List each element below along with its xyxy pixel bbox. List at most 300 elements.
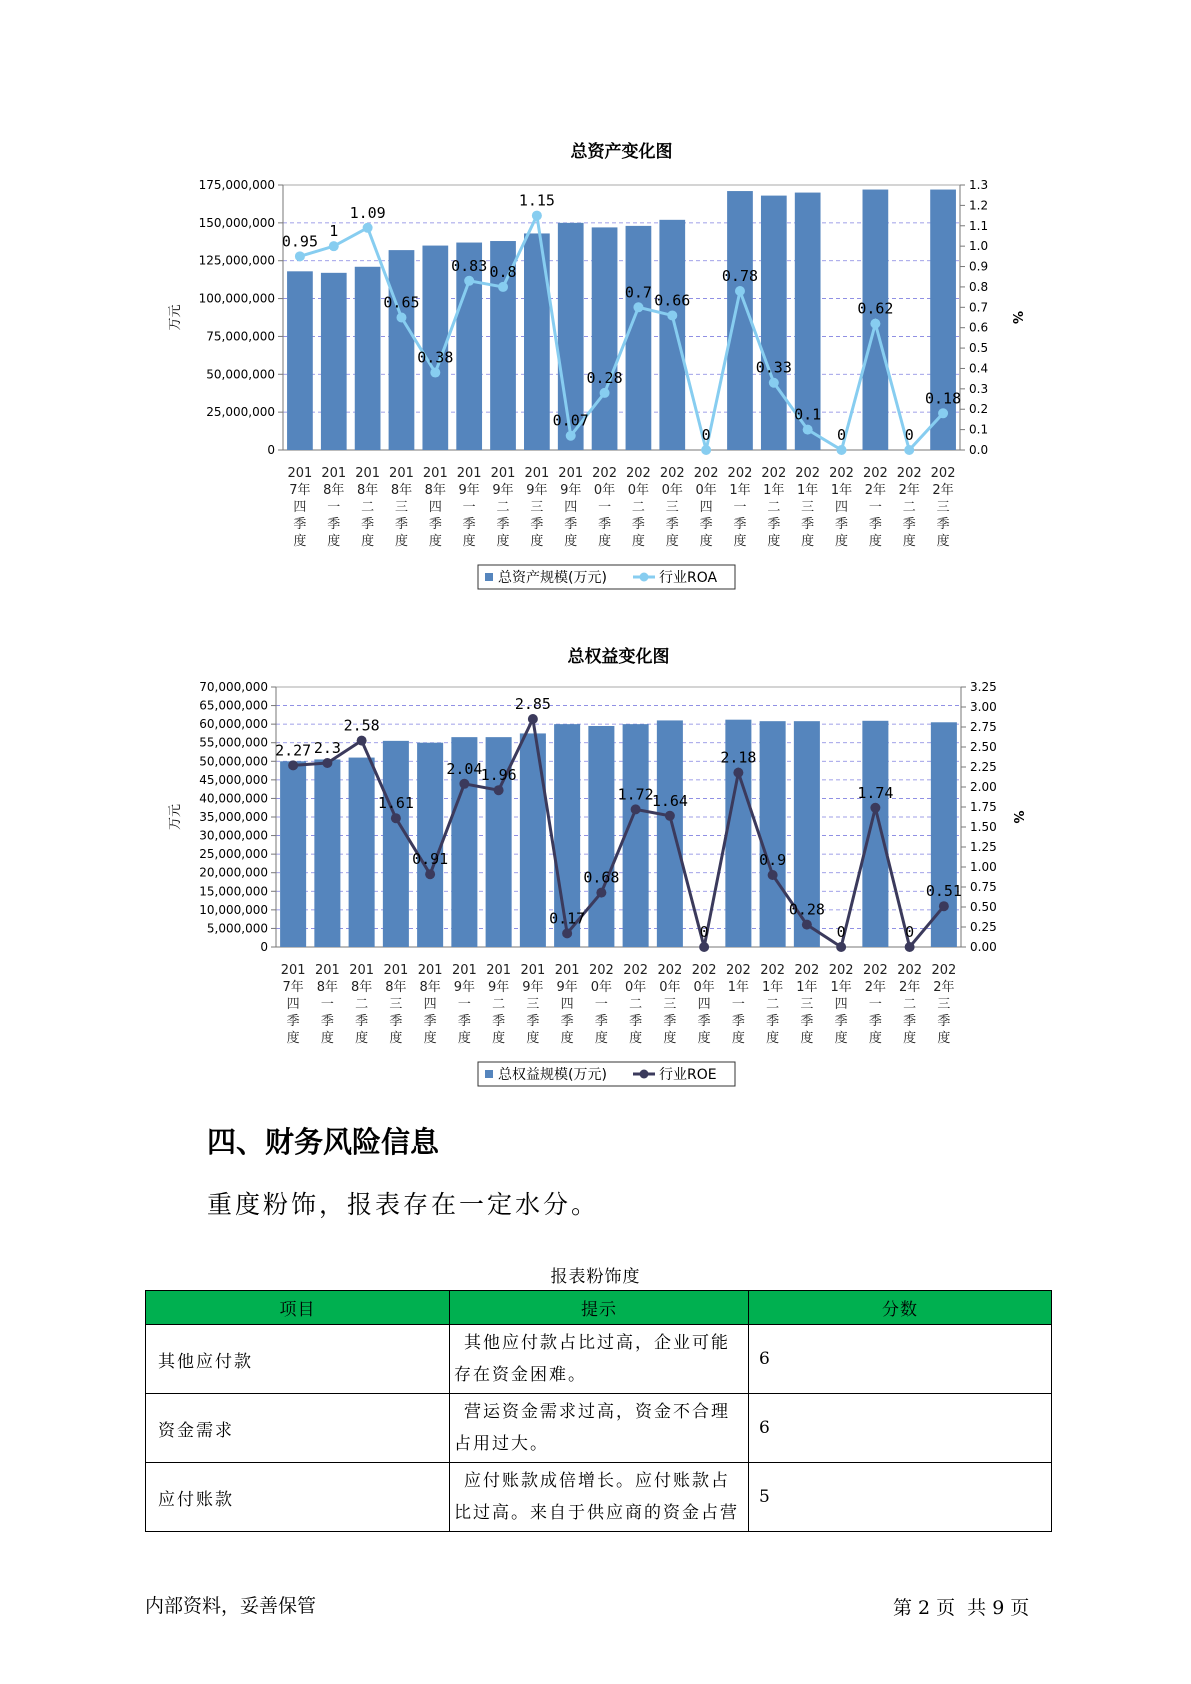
x-tick-label: 三 <box>663 997 677 1012</box>
y2-tick-label: 1.1 <box>969 218 989 233</box>
y2-tick-label: 0.50 <box>970 900 997 914</box>
x-tick-label: 9年 <box>526 483 548 498</box>
x-tick-label: 二 <box>766 997 780 1012</box>
x-tick-label: 季 <box>631 517 645 532</box>
y-tick-label: 45,000,000 <box>199 772 268 787</box>
row-score: 6 <box>749 1325 1052 1394</box>
x-tick-label: 季 <box>492 1014 506 1029</box>
page-label: 第 <box>893 1597 913 1619</box>
data-label: 0.9 <box>759 851 787 869</box>
x-tick-label: 度 <box>361 534 375 549</box>
x-tick-label: 度 <box>286 1031 300 1046</box>
x-tick-label: 四 <box>293 500 307 515</box>
x-tick-label: 度 <box>631 534 645 549</box>
x-tick-label: 202 <box>626 466 651 481</box>
x-tick-label: 度 <box>496 534 510 549</box>
x-tick-label: 202 <box>659 466 685 481</box>
x-tick-label: 7年 <box>282 980 304 995</box>
row-hint-cell <box>450 1394 749 1463</box>
series-point <box>905 942 915 952</box>
x-tick-label: 2年 <box>864 980 887 995</box>
bar <box>314 759 340 947</box>
x-tick-label: 9年 <box>522 980 544 995</box>
series-point <box>701 445 711 455</box>
series-point <box>528 714 538 724</box>
chart-svg <box>160 130 1024 600</box>
series-point <box>391 813 401 823</box>
x-tick-label: 0年 <box>693 980 715 995</box>
x-tick-label: 四 <box>560 997 574 1012</box>
series-point <box>699 942 709 952</box>
x-tick-label: 202 <box>897 963 923 978</box>
series-point <box>295 251 305 261</box>
y-tick-label: 125,000,000 <box>198 253 275 268</box>
x-tick-label: 季 <box>560 1014 574 1029</box>
series-point <box>396 313 406 323</box>
x-tick-label: 201 <box>355 466 381 481</box>
x-tick-label: 一 <box>598 500 612 515</box>
bar <box>657 720 683 947</box>
x-tick-label: 8年 <box>419 980 441 995</box>
y2-tick-label: 1.25 <box>970 840 997 854</box>
data-label: 0 <box>701 426 711 444</box>
page-label: 共 <box>967 1597 987 1619</box>
x-tick-label: 202 <box>691 963 717 978</box>
x-tick-label: 季 <box>697 1014 711 1029</box>
x-tick-label: 度 <box>526 1031 540 1046</box>
data-label: 0.66 <box>654 291 691 310</box>
x-tick-label: 1年 <box>729 483 751 498</box>
series-point <box>459 779 469 789</box>
x-tick-label: 季 <box>767 517 781 532</box>
x-tick-label: 度 <box>767 534 781 549</box>
x-tick-label: 201 <box>490 466 516 481</box>
x-tick-label: 201 <box>389 466 414 481</box>
series-point <box>494 785 504 795</box>
series-point <box>803 425 813 435</box>
x-tick-label: 202 <box>693 466 719 481</box>
x-tick-label: 四 <box>834 997 848 1012</box>
data-label: 0 <box>904 426 914 444</box>
x-tick-label: 二 <box>361 500 375 515</box>
series-point <box>735 286 745 296</box>
x-tick-label: 二 <box>902 500 916 515</box>
x-tick-label: 一 <box>868 500 882 515</box>
x-tick-label: 202 <box>592 466 617 481</box>
data-label: 0.38 <box>417 348 454 367</box>
y-tick-label: 15,000,000 <box>199 884 268 899</box>
x-tick-label: 202 <box>828 963 854 978</box>
x-tick-label: 季 <box>801 517 815 532</box>
x-tick-label: 三 <box>389 997 403 1012</box>
y2-tick-label: 1.75 <box>970 800 997 814</box>
y2-tick-label: 0.75 <box>970 880 997 894</box>
bar <box>389 250 415 450</box>
y-tick-label: 0 <box>267 443 275 457</box>
series-point <box>566 431 576 441</box>
x-tick-label: 9年 <box>560 483 582 498</box>
x-tick-label: 三 <box>936 500 950 515</box>
x-tick-label: 202 <box>829 466 854 481</box>
x-tick-label: 202 <box>862 963 888 978</box>
series-point <box>667 310 677 320</box>
x-tick-label: 季 <box>699 517 713 532</box>
x-tick-label: 季 <box>361 517 375 532</box>
x-tick-label: 三 <box>800 997 814 1012</box>
bar <box>520 733 546 947</box>
x-tick-label: 一 <box>733 500 747 515</box>
y-tick-label: 70,000,000 <box>199 680 268 694</box>
y-tick-label: 55,000,000 <box>199 735 268 750</box>
x-tick-label: 季 <box>665 517 679 532</box>
x-tick-label: 度 <box>731 1031 745 1046</box>
x-tick-label: 2年 <box>864 483 887 498</box>
legend-label: 总资产规模(万元) <box>498 570 607 586</box>
x-tick-label: 季 <box>594 1014 608 1029</box>
x-tick-label: 季 <box>355 1014 369 1029</box>
data-label: 0.62 <box>857 299 894 318</box>
x-tick-label: 一 <box>457 997 471 1012</box>
series-point <box>802 920 812 930</box>
bar <box>355 267 381 450</box>
data-label: 0.28 <box>586 368 623 387</box>
page-current: 2 <box>918 1597 931 1619</box>
data-label: 0 <box>699 923 709 941</box>
x-tick-label: 季 <box>936 517 950 532</box>
y2-tick-label: 0.00 <box>970 940 997 954</box>
row-hint: 营运资金需求过高，资金不合理占用过大。 <box>454 1402 730 1454</box>
data-label: 0.78 <box>721 267 759 285</box>
x-tick-label: 度 <box>800 1031 814 1046</box>
data-label: 1.09 <box>349 203 386 222</box>
x-tick-label: 四 <box>699 500 713 515</box>
y-tick-label: 5,000,000 <box>206 921 268 936</box>
y2-tick-label: 0.5 <box>969 341 989 356</box>
row-hint-cell <box>450 1325 749 1394</box>
x-tick-label: 四 <box>697 997 711 1012</box>
x-tick-label: 1年 <box>830 980 852 995</box>
x-tick-label: 201 <box>520 963 546 978</box>
page-label: 页 <box>936 1597 956 1619</box>
y-tick-label: 100,000,000 <box>198 291 275 306</box>
x-tick-label: 度 <box>564 534 578 549</box>
data-label: 2.18 <box>720 748 757 767</box>
series-point <box>768 870 778 880</box>
x-tick-label: 9年 <box>556 980 578 995</box>
y2-tick-label: 1.2 <box>969 198 989 213</box>
header-item: 项目 <box>146 1291 450 1325</box>
bar <box>592 227 618 450</box>
data-label: 1.15 <box>518 191 555 210</box>
table-row <box>146 1394 1052 1463</box>
x-tick-label: 度 <box>394 534 408 549</box>
legend-swatch-bar <box>485 1070 493 1078</box>
x-tick-label: 201 <box>280 963 306 978</box>
y-axis-label: 万元 <box>168 304 183 331</box>
series-point <box>357 736 367 746</box>
x-tick-label: 度 <box>320 1031 334 1046</box>
y2-tick-label: 0.3 <box>969 381 989 396</box>
y2-tick-label: 3.25 <box>970 680 997 694</box>
data-label: 0.17 <box>549 909 586 928</box>
x-tick-label: 三 <box>394 500 408 515</box>
legend-label: 行业ROE <box>659 1067 717 1083</box>
x-tick-label: 1年 <box>727 980 750 995</box>
y-tick-label: 35,000,000 <box>199 810 268 824</box>
series-point <box>600 388 610 398</box>
y2-tick-label: 1.3 <box>969 178 989 192</box>
y-tick-label: 0 <box>260 940 268 954</box>
data-label: 1.61 <box>377 794 414 813</box>
row-score: 5 <box>749 1463 1052 1532</box>
y-tick-label: 75,000,000 <box>206 329 275 344</box>
row-item: 其他应付款 <box>146 1325 450 1394</box>
x-tick-label: 度 <box>594 1031 608 1046</box>
data-label: 2.04 <box>446 759 483 778</box>
y-tick-label: 10,000,000 <box>199 902 268 917</box>
y-tick-label: 50,000,000 <box>206 367 275 382</box>
x-tick-label: 季 <box>598 517 612 532</box>
x-tick-label: 0年 <box>661 483 683 498</box>
series-point <box>562 928 572 938</box>
y2-tick-label: 1.00 <box>970 860 997 874</box>
x-tick-label: 201 <box>349 963 375 978</box>
x-tick-label: 季 <box>766 1014 780 1029</box>
page-label: 页 <box>1010 1597 1030 1619</box>
series-point <box>938 408 948 418</box>
x-tick-label: 201 <box>558 466 584 481</box>
series-point <box>837 445 847 455</box>
x-tick-label: 202 <box>930 466 956 481</box>
footer-page-number <box>893 1593 1035 1620</box>
x-tick-label: 二 <box>629 997 643 1012</box>
x-tick-label: 2年 <box>933 980 955 995</box>
chart-title: 总权益变化图 <box>567 647 670 667</box>
data-label: 0.95 <box>281 232 318 251</box>
data-label: 2.3 <box>313 739 341 757</box>
data-label: 1.72 <box>617 785 654 804</box>
chart-svg <box>160 630 1025 1092</box>
x-tick-label: 季 <box>394 517 408 532</box>
bar <box>287 271 313 450</box>
x-tick-label: 季 <box>457 1014 471 1029</box>
x-tick-label: 202 <box>761 466 787 481</box>
x-tick-label: 四 <box>286 997 300 1012</box>
x-tick-label: 季 <box>286 1014 300 1029</box>
x-tick-label: 201 <box>314 963 340 978</box>
series-point <box>322 758 332 768</box>
x-tick-label: 201 <box>321 466 347 481</box>
table-row <box>146 1463 1052 1532</box>
series-point <box>870 319 880 329</box>
y2-tick-label: 0.6 <box>969 320 989 335</box>
x-tick-label: 度 <box>530 534 544 549</box>
x-tick-label: 1年 <box>763 483 785 498</box>
data-label: 1.64 <box>651 791 688 810</box>
x-tick-label: 度 <box>428 534 442 549</box>
data-label: 0.91 <box>412 850 449 869</box>
page-total: 9 <box>992 1597 1005 1619</box>
x-tick-label: 季 <box>868 517 882 532</box>
y-axis-label: 万元 <box>168 803 183 831</box>
x-tick-label: 季 <box>663 1014 677 1029</box>
legend-swatch-point <box>640 573 649 582</box>
x-tick-label: 9年 <box>487 980 510 995</box>
y2-tick-label: 0.4 <box>969 361 989 376</box>
x-tick-label: 一 <box>462 500 476 515</box>
x-tick-label: 201 <box>486 963 512 978</box>
data-label: 0.1 <box>794 405 822 424</box>
y-tick-label: 30,000,000 <box>199 828 268 843</box>
x-tick-label: 季 <box>327 517 341 532</box>
x-tick-label: 季 <box>423 1014 437 1029</box>
x-tick-label: 一 <box>594 997 608 1012</box>
y-tick-label: 150,000,000 <box>198 215 275 230</box>
y2-tick-label: 0.7 <box>969 300 989 315</box>
series-point <box>329 241 339 251</box>
x-tick-label: 一 <box>327 500 341 515</box>
x-tick-label: 季 <box>530 517 544 532</box>
x-tick-label: 1年 <box>796 980 818 995</box>
total-assets-chart <box>160 130 1024 600</box>
x-tick-label: 8年 <box>350 980 373 995</box>
x-tick-label: 201 <box>554 963 580 978</box>
y-tick-label: 60,000,000 <box>199 717 268 732</box>
x-tick-label: 季 <box>320 1014 334 1029</box>
x-tick-label: 202 <box>896 466 922 481</box>
x-tick-label: 201 <box>422 466 448 481</box>
y2-tick-label: 3.00 <box>970 700 997 714</box>
section-summary: 重度粉饰，报表存在一定水分。 <box>207 1190 600 1219</box>
data-label: 0.83 <box>451 256 488 275</box>
series-point <box>430 368 440 378</box>
series-point <box>769 378 779 388</box>
series-point <box>939 901 949 911</box>
x-tick-label: 度 <box>560 1031 574 1046</box>
x-tick-label: 度 <box>835 534 849 549</box>
x-tick-label: 202 <box>795 466 821 481</box>
bar <box>626 226 652 450</box>
footer-confidential-note: 内部资料，妥善保管 <box>145 1595 317 1617</box>
x-tick-label: 8年 <box>323 483 345 498</box>
data-label: 0.33 <box>755 358 792 377</box>
x-tick-label: 8年 <box>316 980 339 995</box>
x-tick-label: 度 <box>801 534 815 549</box>
data-label: 0.68 <box>583 868 620 887</box>
series-point <box>836 942 846 952</box>
data-label: 0.51 <box>925 882 962 901</box>
x-tick-label: 2年 <box>932 483 954 498</box>
x-tick-label: 季 <box>629 1014 643 1029</box>
series-point <box>288 760 298 770</box>
x-tick-label: 8年 <box>385 980 407 995</box>
x-tick-label: 二 <box>492 997 506 1012</box>
data-label: 2.27 <box>275 741 312 760</box>
x-tick-label: 四 <box>835 500 849 515</box>
y-tick-label: 20,000,000 <box>199 865 268 880</box>
x-tick-label: 201 <box>456 466 482 481</box>
bar <box>727 191 753 450</box>
data-label: 1 <box>329 222 339 241</box>
x-tick-label: 7年 <box>289 483 311 498</box>
x-tick-label: 度 <box>868 534 882 549</box>
x-tick-label: 四 <box>428 500 442 515</box>
section-title: 四、财务风险信息 <box>207 1125 440 1159</box>
x-tick-label: 三 <box>665 500 679 515</box>
x-tick-label: 度 <box>327 534 341 549</box>
data-label: 0.18 <box>925 389 962 408</box>
x-tick-label: 三 <box>530 500 544 515</box>
x-tick-label: 度 <box>665 534 679 549</box>
header-hint: 提示 <box>450 1291 749 1325</box>
data-label: 2.85 <box>514 695 551 713</box>
y2-tick-label: 2.75 <box>970 720 997 734</box>
series-point <box>870 803 880 813</box>
x-tick-label: 0年 <box>624 980 647 995</box>
x-tick-label: 2年 <box>898 483 920 498</box>
x-tick-label: 度 <box>868 1031 882 1046</box>
x-tick-label: 二 <box>767 500 781 515</box>
data-label: 0.8 <box>489 262 517 281</box>
bar <box>383 741 409 947</box>
total-equity-chart <box>160 630 1025 1092</box>
legend-swatch-point <box>640 1070 649 1079</box>
data-label: 2.58 <box>343 716 380 735</box>
header-score: 分数 <box>749 1291 1052 1325</box>
y-tick-label: 40,000,000 <box>199 791 268 806</box>
series-point <box>596 888 606 898</box>
bar <box>280 761 306 947</box>
row-item: 应付账款 <box>146 1463 450 1532</box>
x-tick-label: 度 <box>462 534 476 549</box>
y2-tick-label: 0.2 <box>969 402 989 417</box>
x-tick-label: 季 <box>462 517 476 532</box>
y2-tick-label: 0.25 <box>970 920 997 934</box>
y2-tick-label: 1.0 <box>969 239 989 254</box>
x-tick-label: 二 <box>496 500 510 515</box>
x-tick-label: 季 <box>835 517 849 532</box>
x-tick-label: 度 <box>699 534 713 549</box>
x-tick-label: 度 <box>937 1031 951 1046</box>
x-tick-label: 季 <box>834 1014 848 1029</box>
x-tick-label: 季 <box>293 517 307 532</box>
x-tick-label: 9年 <box>492 483 514 498</box>
x-tick-label: 季 <box>389 1014 403 1029</box>
y-tick-label: 25,000,000 <box>199 847 268 862</box>
x-tick-label: 季 <box>902 517 916 532</box>
x-tick-label: 度 <box>733 534 747 549</box>
x-tick-label: 度 <box>423 1031 437 1046</box>
x-tick-label: 1年 <box>830 483 853 498</box>
x-tick-label: 202 <box>657 963 683 978</box>
x-tick-label: 9年 <box>458 483 480 498</box>
y-tick-label: 25,000,000 <box>206 405 275 420</box>
x-tick-label: 度 <box>492 1031 506 1046</box>
x-tick-label: 季 <box>800 1014 814 1029</box>
x-tick-label: 2年 <box>898 980 921 995</box>
row-hint: 应付账款成倍增长。应付账款占比过高。来自于供应商的资金占营 <box>454 1471 739 1523</box>
data-label: 1.96 <box>480 766 517 785</box>
y2-tick-label: 2.25 <box>970 760 997 774</box>
risk-table <box>145 1290 1052 1532</box>
table-header-row <box>146 1291 1052 1325</box>
x-tick-label: 度 <box>766 1031 780 1046</box>
x-tick-label: 202 <box>862 466 888 481</box>
bar <box>931 722 957 947</box>
x-tick-label: 一 <box>731 997 745 1012</box>
x-tick-label: 8年 <box>424 483 446 498</box>
table-row <box>146 1325 1052 1394</box>
